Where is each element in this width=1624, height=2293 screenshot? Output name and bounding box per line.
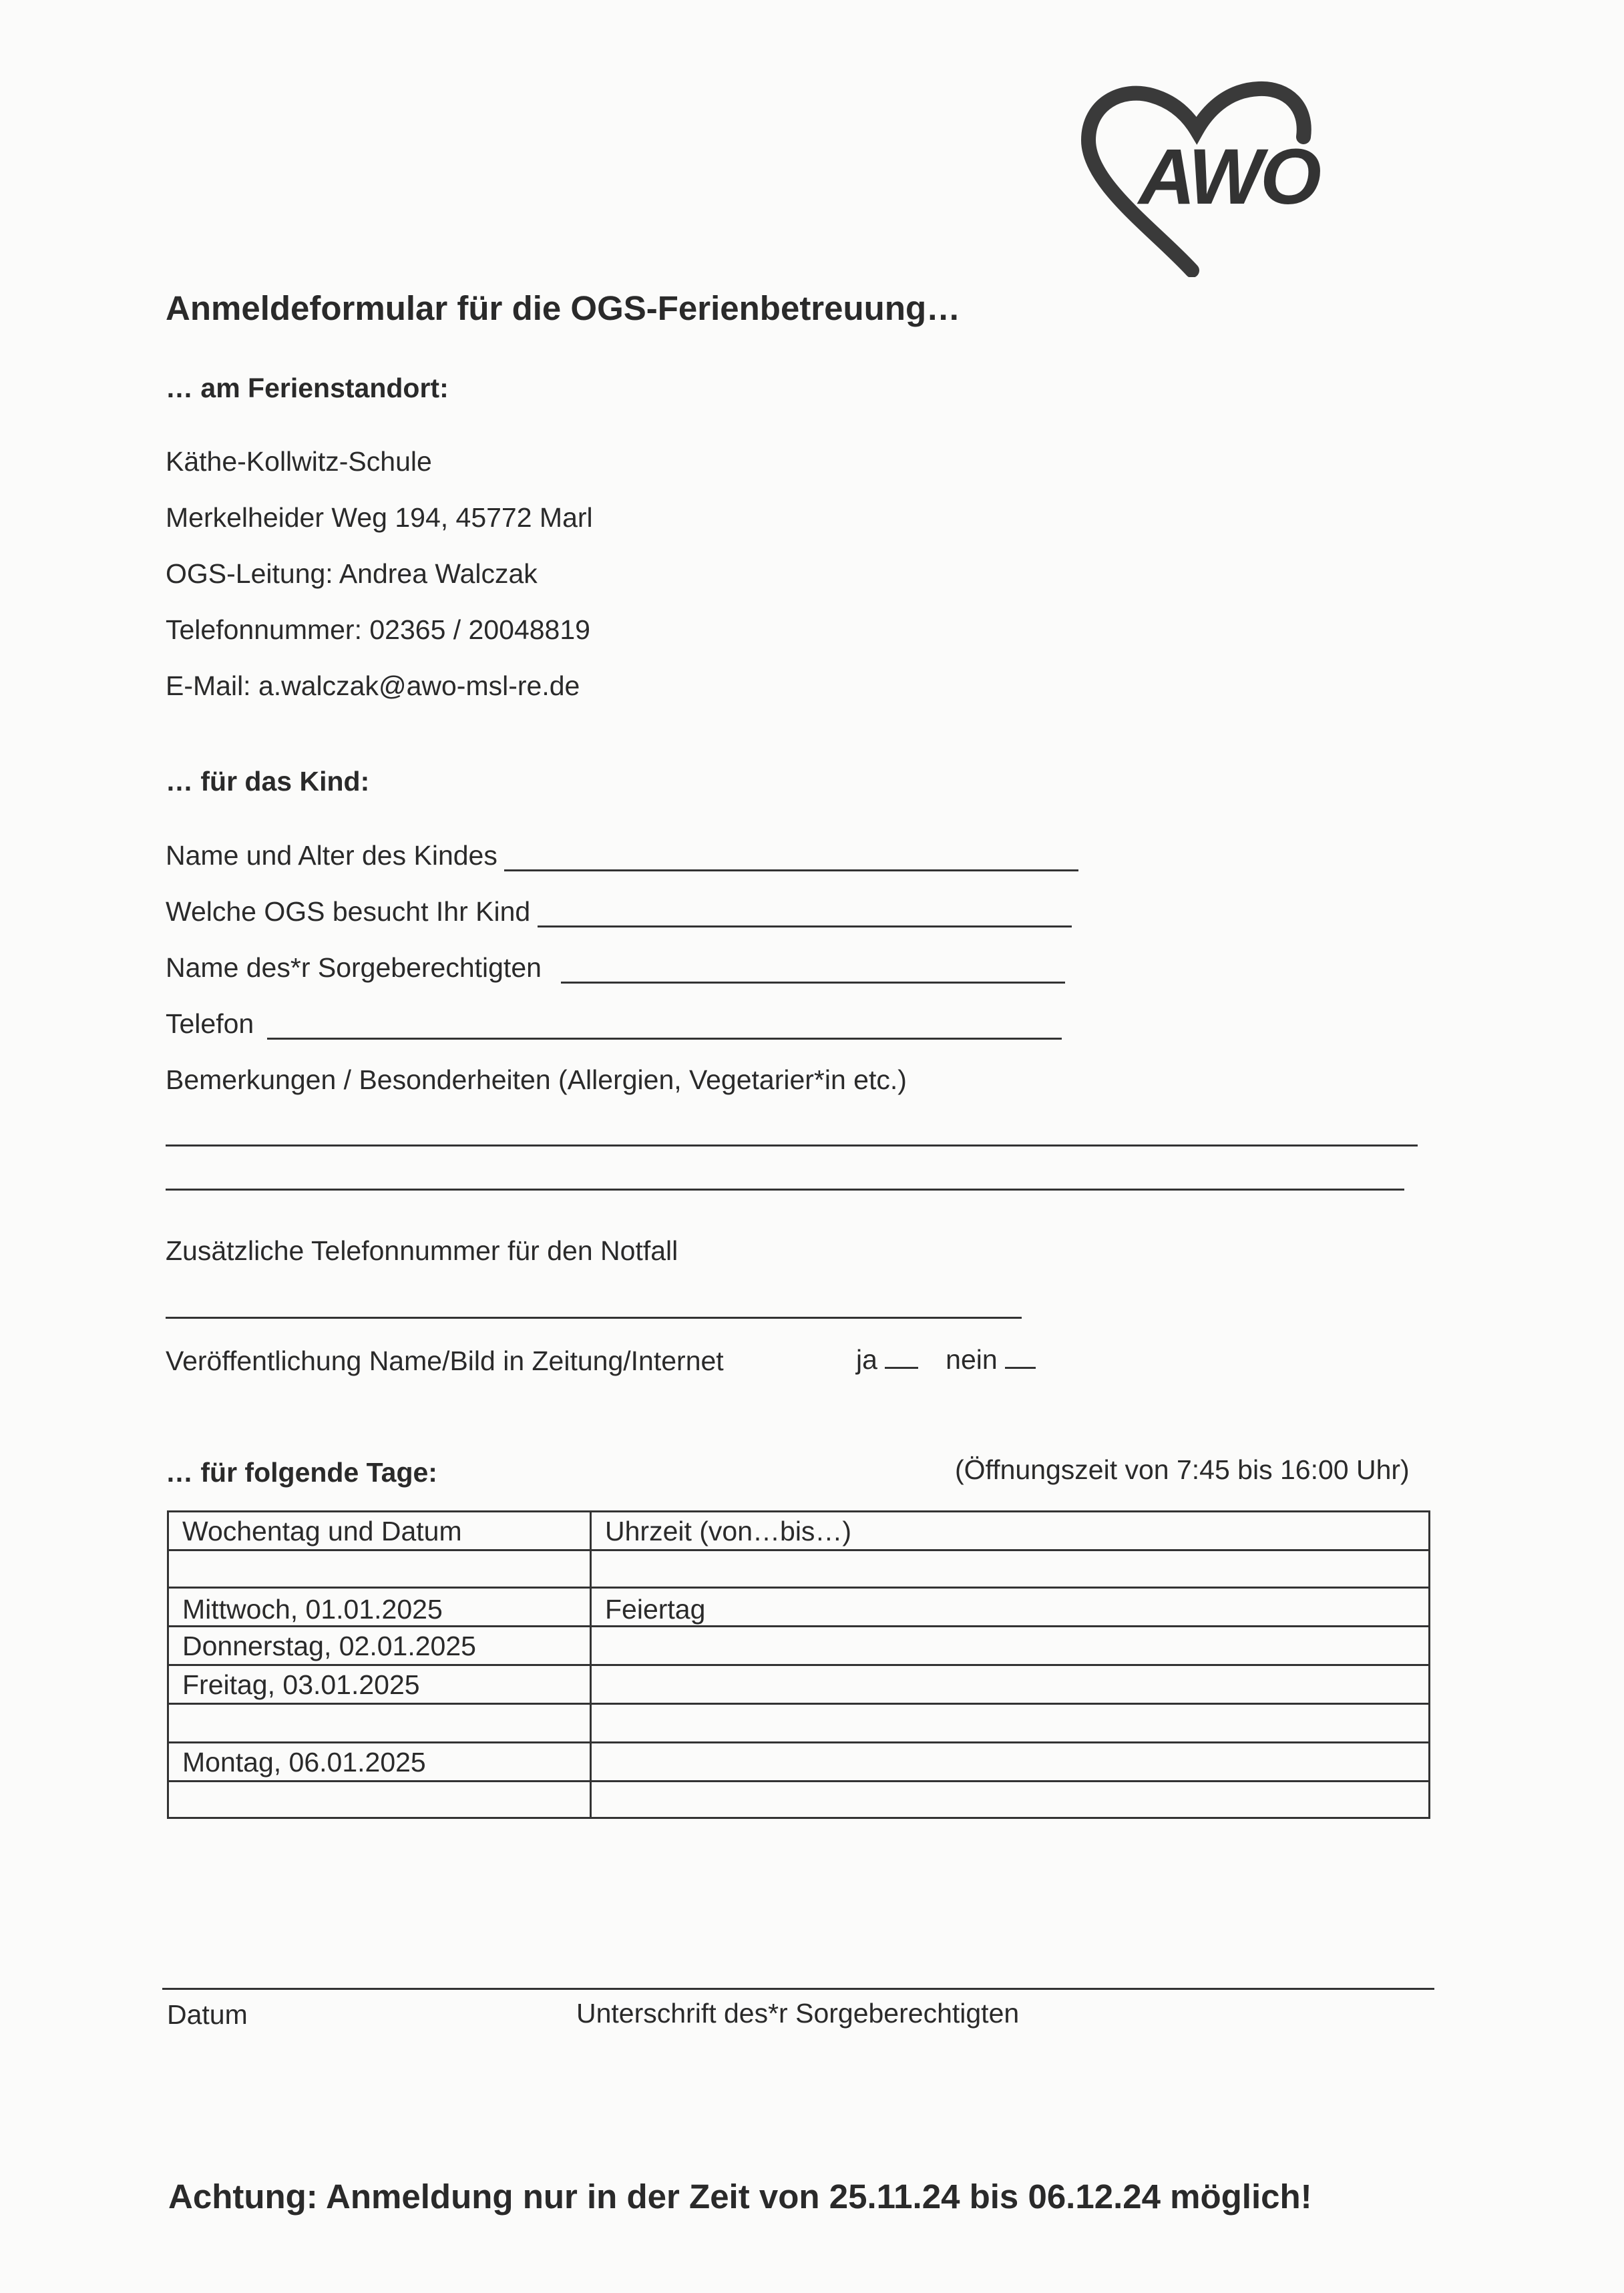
publication-options [856,1343,1036,1376]
phone-line[interactable] [267,1038,1062,1040]
row-day: Montag, 06.01.2025 [169,1743,592,1780]
no-label: nein [946,1344,998,1375]
remarks-line-2[interactable] [166,1189,1404,1191]
table-header-row [169,1512,1428,1551]
table-row [169,1589,1428,1627]
awo-logo [1075,77,1329,277]
header-time: Uhrzeit (von…bis…) [605,1516,852,1546]
row-time[interactable] [592,1666,1428,1703]
logo-text: AWO [1139,133,1319,221]
row-day [169,1705,592,1741]
row-day: Freitag, 03.01.2025 [169,1666,592,1703]
row-time[interactable] [592,1551,1428,1587]
row-time[interactable] [592,1627,1428,1664]
phone-label: Telefon [166,1008,254,1039]
table-row [169,1743,1428,1782]
location-heading: … am Ferienstandort: [166,373,449,403]
guardian-line[interactable] [561,982,1065,984]
date-label: Datum [167,1999,248,2030]
school-address: Merkelheider Weg 194, 45772 Marl [166,502,593,533]
table-row [169,1782,1428,1819]
table-row [169,1705,1428,1743]
signature-line[interactable] [162,1988,1434,1990]
opening-hours: (Öffnungszeit von 7:45 bis 16:00 Uhr) [955,1454,1410,1485]
table-row [169,1666,1428,1705]
ogs-line[interactable] [538,925,1072,927]
form-title: Anmeldeformular für die OGS-Ferienbetreuung… [166,289,961,327]
row-day: Donnerstag, 02.01.2025 [169,1627,592,1664]
no-blank[interactable] [1005,1363,1036,1369]
signature-label: Unterschrift des*r Sorgeberechtigten [576,1998,1020,2029]
publication-label: Veröffentlichung Name/Bild in Zeitung/Internet [166,1345,724,1376]
emergency-line[interactable] [166,1317,1022,1319]
remarks-line-1[interactable] [166,1144,1418,1146]
row-time[interactable] [592,1743,1428,1780]
days-heading: … für folgende Tage: [166,1457,437,1488]
row-time[interactable] [592,1705,1428,1741]
child-heading: … für das Kind: [166,766,370,797]
school-phone: Telefonnummer: 02365 / 20048819 [166,614,590,645]
remarks-label: Bemerkungen / Besonderheiten (Allergien, Vegetarier*in etc.) [166,1064,907,1095]
ogs-lead: OGS-Leitung: Andrea Walczak [166,558,538,589]
yes-label: ja [856,1344,877,1375]
row-time[interactable]: Feiertag [605,1594,706,1625]
days-table [167,1510,1430,1819]
child-name-label: Name und Alter des Kindes [166,840,497,871]
school-name: Käthe-Kollwitz-Schule [166,446,432,477]
child-name-line[interactable] [504,869,1078,871]
row-day [169,1782,592,1819]
row-day [169,1551,592,1587]
row-day: Mittwoch, 01.01.2025 [169,1589,592,1625]
ogs-label: Welche OGS besucht Ihr Kind [166,896,531,927]
deadline-notice: Achtung: Anmeldung nur in der Zeit von 25.11.24 bis 06.12.24 möglich! [168,2177,1312,2216]
table-row [169,1551,1428,1589]
header-weekday: Wochentag und Datum [169,1512,592,1549]
guardian-label: Name des*r Sorgeberechtigten [166,952,542,983]
school-email: E-Mail: a.walczak@awo-msl-re.de [166,670,580,701]
row-time[interactable] [592,1782,1428,1819]
emergency-label: Zusätzliche Telefonnummer für den Notfall [166,1235,678,1266]
yes-blank[interactable] [885,1363,918,1369]
table-row [169,1627,1428,1666]
